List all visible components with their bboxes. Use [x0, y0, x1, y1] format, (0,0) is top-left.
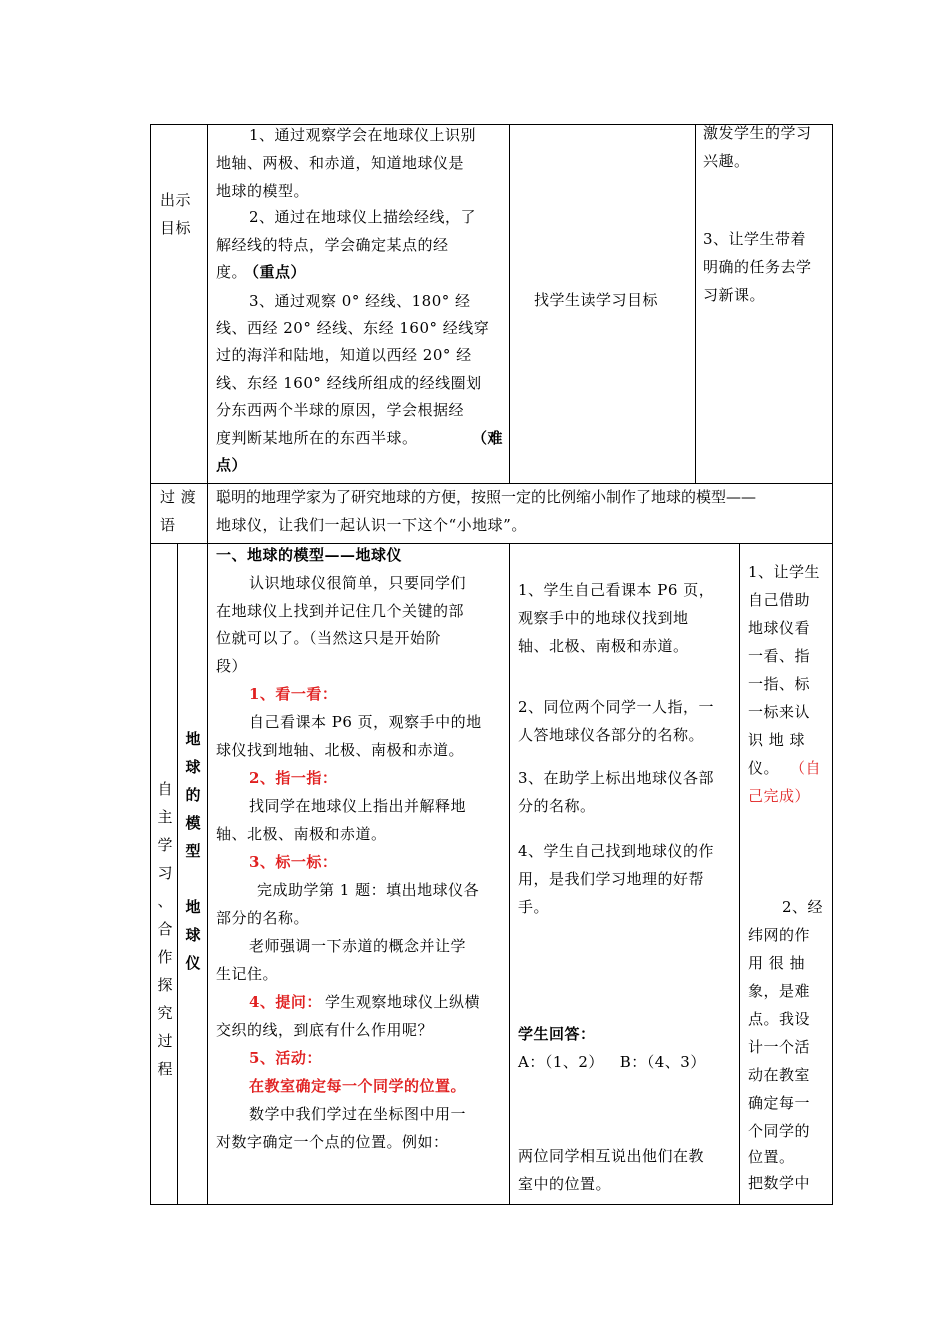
row1-label-line1: 出示: [160, 191, 192, 209]
intent3-line-6: 一标来认: [748, 703, 811, 721]
step1-title: 1、看一看：: [249, 685, 338, 703]
student-line-2: 观察手中的地球仪找到地: [518, 609, 689, 627]
step1-line-2: 球仪找到地轴、北极、南极和赤道。: [216, 741, 465, 759]
goal-line-9: 过的海洋和陆地，知道以西经 20° 经: [216, 346, 472, 364]
pair-line-2: 室中的位置。: [518, 1175, 612, 1193]
row2-divider: [207, 483, 208, 543]
intent3-line-5: 一指、标: [748, 675, 811, 693]
step2-title: 2、指一指：: [249, 769, 338, 787]
goal-line-11: 分东西两个半球的原因，学会根据经: [216, 401, 465, 419]
row1-divider-3: [695, 124, 696, 483]
goal-line-10: 线、东经 160° 经线所组成的经线圈划: [216, 374, 482, 392]
intent4-line-5: 点。我设: [748, 1010, 811, 1028]
intent3-red-2: 己完成）: [748, 787, 811, 805]
step1-line-1: 自己看课本 P6 页，观察手中的地: [249, 713, 482, 731]
intro-line-3: 位就可以了。（当然这只是开始阶: [216, 629, 442, 647]
student-answer-title: 学生回答：: [518, 1025, 596, 1043]
step5-title: 5、活动：: [249, 1049, 322, 1067]
step2-line-1: 找同学在地球仪上指出并解释地: [249, 797, 467, 815]
intent3-line-4: 一看、指: [748, 647, 811, 665]
intent4-line-8: 确定每一: [748, 1094, 811, 1112]
intent4-line-1: 2、经: [782, 898, 824, 916]
intent-line-4: 3、让学生带着: [703, 230, 807, 248]
intro-line-4: 段）: [216, 657, 248, 675]
intent3-line-7: 识 地 球: [748, 731, 806, 749]
row3-divider-1: [177, 543, 178, 1204]
intent4-line-2: 纬网的作: [748, 926, 811, 944]
row3-divider-2: [207, 543, 208, 1204]
row1-label-line2: 目标: [160, 219, 192, 237]
transition-text-line1: 聪明的地理学家为了研究地球的方便，按照一定的比例缩小制作了地球的模型——: [216, 488, 757, 506]
transition-text-line2: 地球仪，让我们一起认识一下这个“小地球”。: [216, 516, 527, 534]
step3-line-2: 部分的名称。: [216, 909, 310, 927]
goal-line-5: 解经线的特点，学会确定某点的经: [216, 236, 449, 254]
step5-line-2: 对数字确定一个点的位置。例如：: [216, 1133, 449, 1151]
intent4-line-10: 位置。: [748, 1148, 795, 1166]
student-line-7: 分的名称。: [518, 797, 596, 815]
student-line-9: 用，是我们学习地理的好帮: [518, 870, 705, 888]
row1-divider-2: [509, 124, 510, 483]
intent3-line-1: 1、让学生: [748, 563, 821, 581]
key-point-label: （重点）: [244, 263, 307, 281]
table-left-border: [150, 124, 151, 1205]
student-line-8: 4、学生自己找到地球仪的作: [518, 842, 715, 860]
intent3-line-2: 自己借助: [748, 591, 811, 609]
student-line-10: 手。: [518, 898, 550, 916]
intent4-line-6: 计一个活: [748, 1038, 811, 1056]
goal-line-2: 地轴、两极、和赤道，知道地球仪是: [216, 154, 465, 172]
intent3-line-8: 仪。: [748, 759, 780, 777]
step3-line-1: 完成助学第 1 题：填出地球仪各: [257, 881, 480, 899]
goal-line-6: 度。: [216, 263, 248, 281]
step4-line-2: 交织的线，到底有什么作用呢？: [216, 1021, 434, 1039]
goal-line-4: 2、通过在地球仪上描绘经线，了: [249, 208, 477, 226]
goal-line-3: 地球的模型。: [216, 182, 310, 200]
difficult-point-label: （难: [472, 429, 504, 447]
intent3-line-3: 地球仪看: [748, 619, 811, 637]
pair-line-1: 两位同学相互说出他们在教: [518, 1147, 705, 1165]
intent3-red-1: （自: [790, 759, 822, 777]
student-answer-text: A：（1、2） B：（4、3）: [518, 1053, 706, 1071]
intent4-line-7: 动在教室: [748, 1066, 811, 1084]
intent4-line-9: 个同学的: [748, 1122, 811, 1140]
transition-label-line1: 过 渡: [160, 488, 197, 506]
intent-line-1: 激发学生的学习: [703, 124, 812, 142]
goal-line-1: 1、通过观察学会在地球仪上识别: [249, 126, 477, 144]
step3-title: 3、标一标：: [249, 853, 338, 871]
student-line-6: 3、在助学上标出地球仪各部: [518, 769, 715, 787]
teacher-activity: 找学生读学习目标: [534, 291, 659, 309]
step4-title: 4、提问：: [249, 993, 322, 1011]
transition-label-line2: 语: [160, 516, 176, 534]
student-line-4: 2、同位两个同学一人指，一: [518, 698, 715, 716]
intent-line-5: 明确的任务去学: [703, 258, 812, 276]
intent4-line-3: 用 很 抽: [748, 954, 806, 972]
row1-divider-1: [207, 124, 208, 483]
intro-line-2: 在地球仪上找到并记住几个关键的部: [216, 602, 465, 620]
step2-line-2: 轴、北极、南极和赤道。: [216, 825, 387, 843]
table-bottom-border: [150, 1204, 833, 1205]
student-line-5: 人答地球仪各部分的名称。: [518, 726, 705, 744]
student-line-1: 1、学生自己看课本 P6 页，: [518, 581, 715, 599]
goal-line-12: 度判断某地所在的东西半球。: [216, 429, 418, 447]
goal-line-8: 线、西经 20° 经线、东经 160° 经线穿: [216, 319, 490, 337]
student-line-3: 轴、北极、南极和赤道。: [518, 637, 689, 655]
goal-line-13: 点）: [216, 456, 248, 474]
intent4-line-11: 把数学中: [748, 1174, 811, 1192]
goal-line-7: 3、通过观察 0° 经线、180° 经: [249, 292, 471, 310]
intro-line-1: 认识地球仪很简单，只要同学们: [249, 574, 467, 592]
step3-line-4: 生记住。: [216, 965, 279, 983]
intent-line-6: 习新课。: [703, 286, 766, 304]
row3-divider-4: [739, 543, 740, 1204]
section-heading: 一、地球的模型——地球仪: [216, 546, 403, 564]
table-right-border: [832, 124, 833, 1205]
row3-divider-3: [509, 543, 510, 1204]
intent-line-2: 兴趣。: [703, 152, 750, 170]
step3-line-3: 老师强调一下赤道的概念并让学: [249, 937, 467, 955]
step4-line-1: 学生观察地球仪上纵横: [325, 993, 481, 1011]
intent4-line-4: 象，是难: [748, 982, 811, 1000]
step5-red-line: 在教室确定每一个同学的位置。: [249, 1077, 467, 1095]
step5-line-1: 数学中我们学过在坐标图中用一: [249, 1105, 467, 1123]
